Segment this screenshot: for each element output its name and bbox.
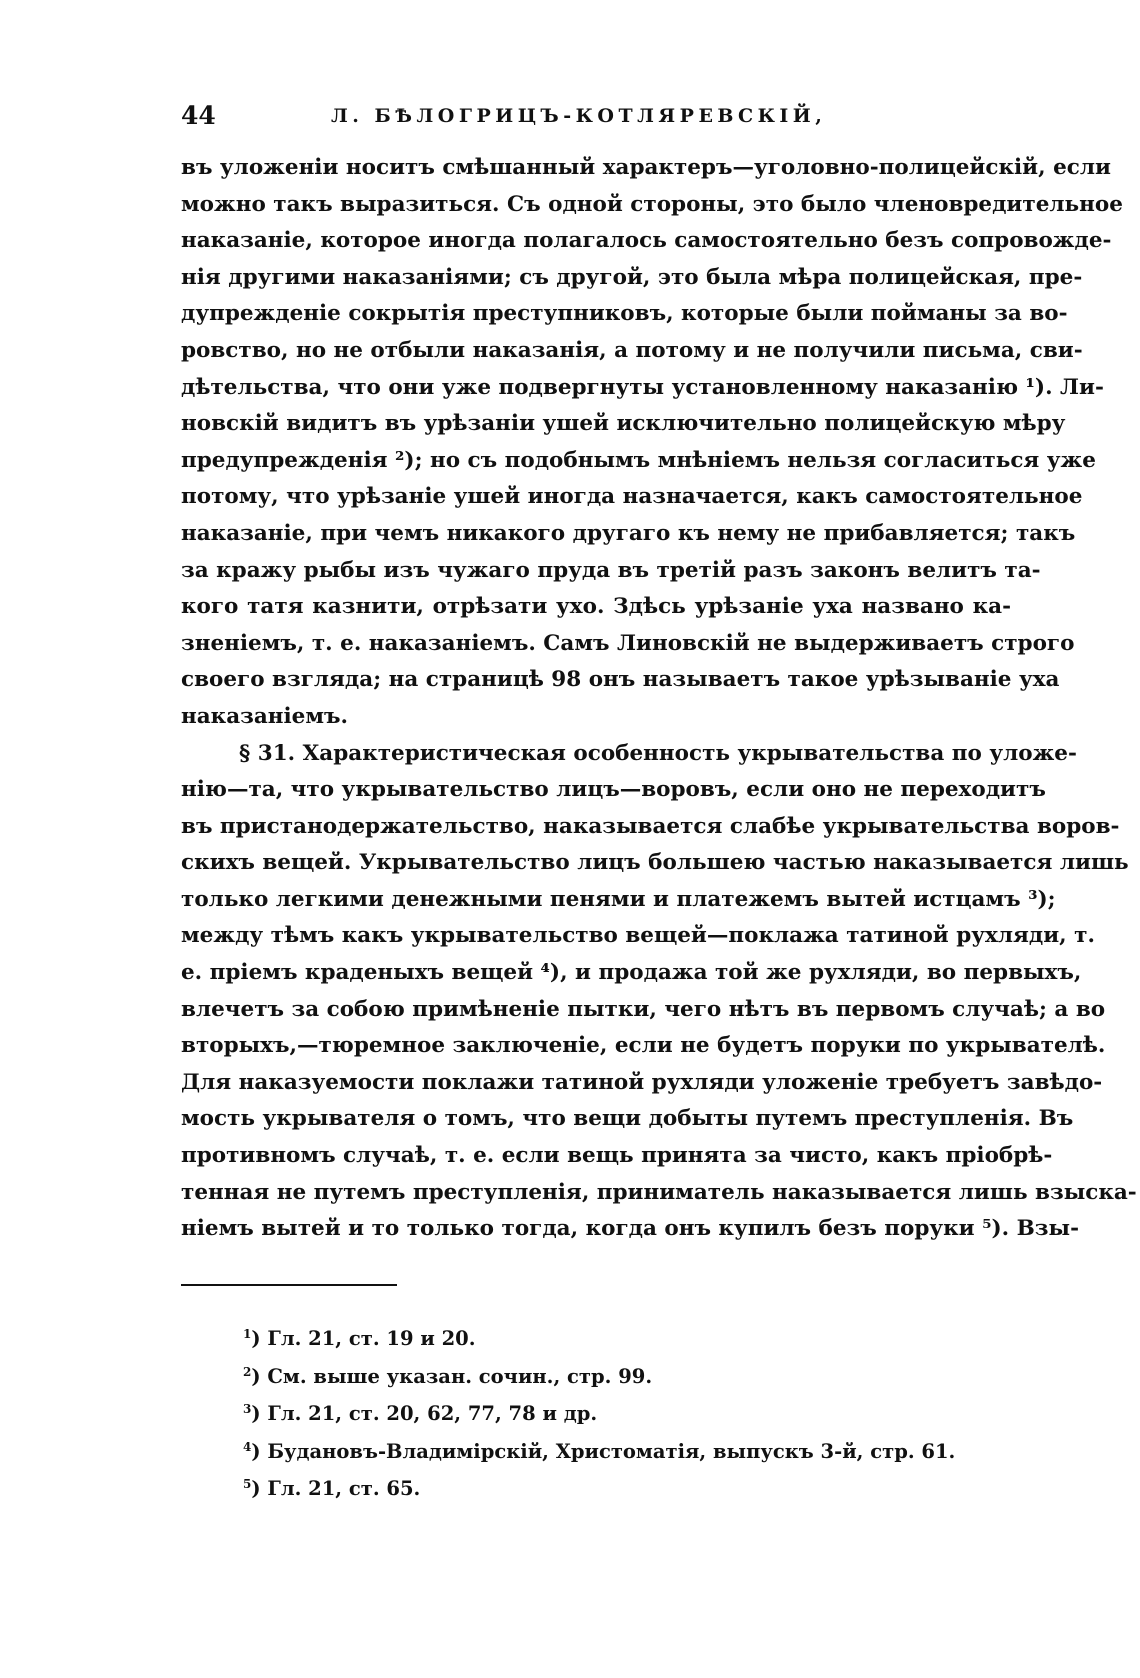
text-line: противномъ случаѣ, т. е. если вещь принята за чисто, какъ прiобрѣ- [181, 1143, 1053, 1169]
page-header [181, 96, 1011, 136]
footnote: $^4$) Будановъ-Владимiрскiй, Христоматiя, выпускъ 3-й, стр. 61. [243, 1439, 956, 1463]
text-line: кого татя казнити, отрѣзати ухо. Здѣсь урѣзанiе уха названо ка- [181, 594, 1011, 620]
footnote-rule [181, 1284, 397, 1286]
text-line: въ уложенiи носитъ смѣшанный характеръ—уголовно-полицейскiй, если [181, 155, 1111, 180]
text-line: своего взгляда; на страницѣ 98 онъ называетъ такое урѣзыванiе уха [181, 667, 1060, 693]
text-line: только легкими денежными пенями и платежемъ вытей истцамъ ³); [181, 886, 1056, 912]
text-line: наказанiе, которое иногда полагалось самостоятельно безъ сопровожде- [181, 228, 1112, 254]
text-line: мость укрывателя о томъ, что вещи добыты путемъ преступленiя. Въ [181, 1106, 1074, 1132]
footnote-marker: 3 [243, 1402, 252, 1416]
text-line: между тѣмъ какъ укрывательство вещей—поклажа татиной рухляди, т. [181, 923, 1095, 949]
running-head: Л. БѢЛОГРИЦЪ-КОТЛЯРЕВСКIЙ, [331, 105, 827, 127]
text-line: нiю—та, что укрывательство лицъ—воровъ, если оно не переходитъ [181, 777, 1046, 803]
footnote-text: Гл. 21, ст. 65. [267, 1477, 421, 1500]
text-line: предупрежденiя ²); но съ подобнымъ мнѣнiемъ нельзя согласиться уже [181, 447, 1096, 473]
footnote-text: Гл. 21, ст. 20, 62, 77, 78 и др. [267, 1402, 598, 1425]
footnote-text: Будановъ-Владимiрскiй, Христоматiя, выпускъ 3-й, стр. 61. [267, 1439, 956, 1463]
text-line: е. прiемъ краденыхъ вещей ⁴), и продажа той же рухляди, во первыхъ, [181, 960, 1082, 986]
footnote: $^2$) См. выше указан. сочин., стр. 99. [243, 1364, 653, 1388]
footnote: $^1$) Гл. 21, ст. 19 и 20. [243, 1327, 476, 1350]
text-line: наказанiемъ. [181, 703, 349, 729]
text-line: за кражу рыбы изъ чужаго пруда въ третiй разъ законъ велитъ та- [181, 557, 1041, 583]
footnote: $^3$) Гл. 21, ст. 20, 62, 77, 78 и др. [243, 1402, 598, 1425]
footnotes [243, 1320, 963, 1508]
footnote-text: Гл. 21, ст. 19 и 20. [267, 1327, 476, 1350]
text-line: тенная не путемъ преступленiя, приниматель наказывается лишь взыска- [181, 1179, 1137, 1205]
text-line: наказанiе, при чемъ никакого другаго къ нему не прибавляется; такъ [181, 520, 1076, 546]
text-line: влечетъ за собою примѣненiе пытки, чего нѣтъ въ первомъ случаѣ; а во [181, 996, 1106, 1022]
footnote-text: См. выше указан. сочин., стр. 99. [267, 1364, 653, 1388]
text-line: Для наказуемости поклажи татиной рухляди уложенiе требуетъ завѣдо- [181, 1069, 1103, 1095]
footnote: $^5$) Гл. 21, ст. 65. [243, 1477, 421, 1500]
text-line: нiя другими наказанiями; съ другой, это была мѣра полицейская, пре- [181, 264, 1083, 290]
text-line: дупрежденiе сокрытiя преступниковъ, которые были пойманы за во- [181, 301, 1068, 327]
text-line: нiемъ вытей и то только тогда, когда онъ купилъ безъ поруки ⁵). Взы- [181, 1216, 1080, 1242]
section-start-line: § 31. Характеристическая особенность укрывательства по уложе- [239, 740, 1077, 766]
text-line: зненiемъ, т. е. наказанiемъ. Самъ Линовскiй не выдерживаетъ строго [181, 630, 1075, 656]
text-line: потому, что урѣзанiе ушей иногда назначается, какъ самостоятельное [181, 484, 1083, 510]
text-line: въ пристанодержательство, наказывается слабѣе укрывательства воров- [181, 813, 1120, 839]
footnote-marker: 1 [243, 1327, 252, 1341]
footnote-marker: 5 [243, 1477, 252, 1491]
text-line: можно такъ выразиться. Съ одной стороны, это было членовредительное [181, 191, 1123, 217]
text-line: вторыхъ,—тюремное заключенiе, если не будетъ поруки по укрывателѣ. [181, 1033, 1106, 1059]
text-line: новскiй видитъ въ урѣзанiи ушей исключительно полицейскую мѣру [181, 411, 1066, 437]
page-number: 44 [181, 101, 216, 130]
text-line: ровство, но не отбыли наказанiя, а потому и не получили письма, сви- [181, 337, 1083, 363]
text-line: дѣтельства, что они уже подвергнуты установленному наказанiю ¹). Ли- [181, 374, 1104, 400]
footnote-marker: 4 [243, 1439, 252, 1454]
text-line: скихъ вещей. Укрывательство лицъ большею частью наказывается лишь [181, 850, 1129, 876]
footnote-marker: 2 [243, 1364, 252, 1379]
body-text [181, 150, 1137, 1248]
